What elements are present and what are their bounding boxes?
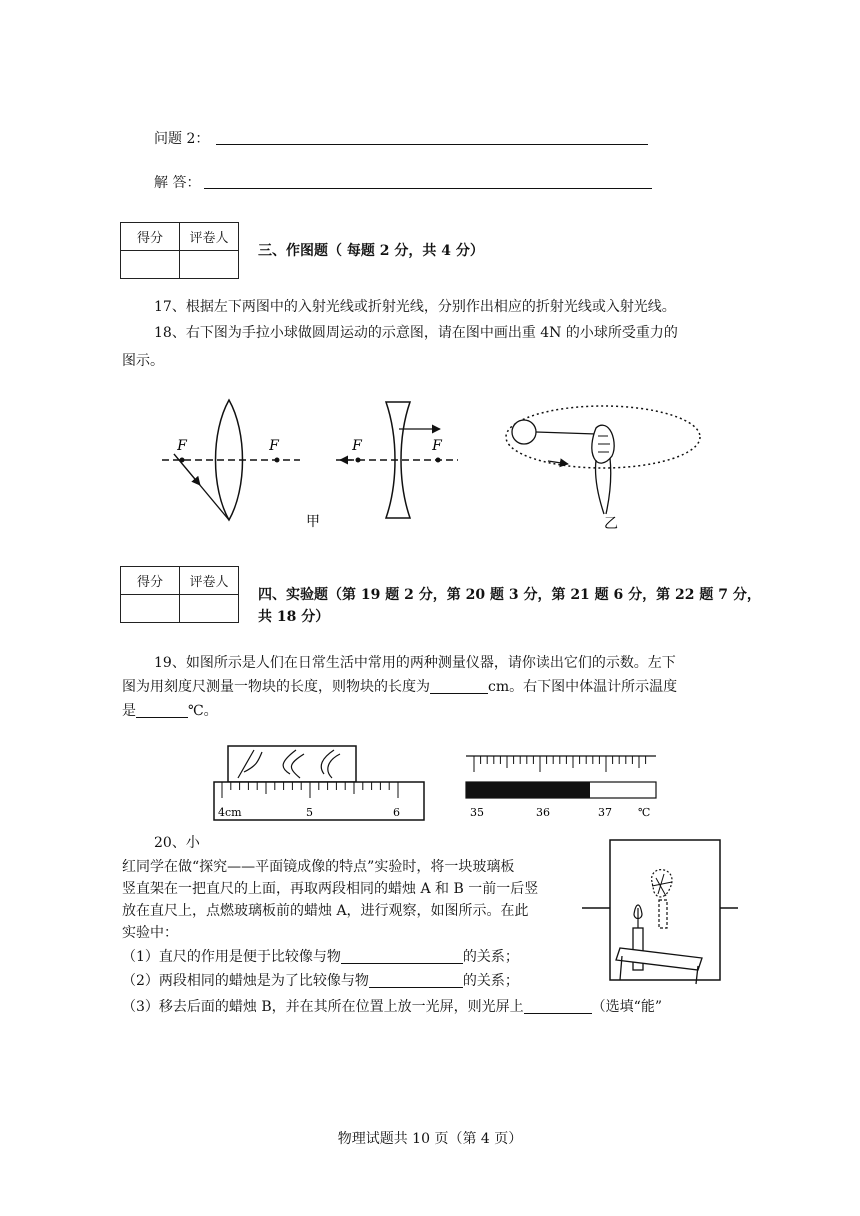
- q20-text-line4: 实验中：: [122, 925, 178, 941]
- q20-answer-blank-1[interactable]: [341, 949, 463, 964]
- focus-label-right: F: [269, 438, 279, 454]
- answer-label: 解 答：: [154, 175, 201, 191]
- ball-circular-motion-diagram: [506, 406, 700, 514]
- q20-item3: （3）移去后面的蜡烛 B，并在其所在位置上放一光屏，则光屏上 （选填“能”: [122, 999, 662, 1015]
- score-header: 得分: [121, 223, 180, 251]
- grader-header: 评卷人: [180, 567, 239, 595]
- thermometer-figure: [466, 756, 666, 826]
- q19-text-line3: 是 ℃。: [122, 703, 218, 719]
- q20-text-line0: 20、小: [154, 835, 200, 851]
- q20-answer-blank-2[interactable]: [369, 973, 463, 988]
- q17-text: 17、根据左下两图中的入射光线或折射光线，分别作出相应的折射光线或入射光线。: [154, 299, 676, 315]
- plane-mirror-figure: [580, 838, 740, 988]
- q20-text-line2: 竖直架在一把直尺的上面，再取两段相同的蜡烛 A 和 B 一前一后竖: [122, 881, 539, 897]
- q20-item2: （2）两段相同的蜡烛是为了比较像与物 的关系；: [122, 973, 519, 989]
- question2-label: 问题 2：: [154, 131, 210, 147]
- grader-header: 评卷人: [180, 223, 239, 251]
- figure-caption-yi: 乙: [604, 516, 618, 532]
- focus-label-left: F: [177, 438, 187, 454]
- focus-label-left: F: [352, 438, 362, 454]
- ruler-label-6: 6: [393, 806, 400, 819]
- grader-cell[interactable]: [180, 251, 239, 279]
- focus-label-right: F: [432, 438, 442, 454]
- q20-text-line3: 放在直尺上，点燃玻璃板前的蜡烛 A，进行观察，如图所示。在此: [122, 903, 529, 919]
- q20-item1: （1）直尺的作用是便于比较像与物 的关系；: [122, 949, 519, 965]
- temperature-answer-blank[interactable]: [136, 703, 188, 718]
- mercury-column: [466, 782, 590, 798]
- concave-lens-diagram: [336, 402, 458, 518]
- ball-shape: [512, 420, 536, 444]
- thermo-label-36: 36: [536, 806, 550, 819]
- q19-text-line2: 图为用刻度尺测量一物块的长度，则物块的长度为 cm。右下图中体温计所示温度: [122, 679, 678, 695]
- ruler-figure: [210, 742, 430, 822]
- grader-cell[interactable]: [180, 595, 239, 623]
- section4-title-line1: 四、实验题（第 19 题 2 分，第 20 题 3 分，第 21 题 6 分，第 22 题 7 分，: [258, 587, 761, 603]
- score-table-section4: [120, 566, 239, 623]
- thermo-label-35: 35: [470, 806, 484, 819]
- page-footer: 物理试题共 10 页（第 4 页）: [337, 1131, 523, 1147]
- thermo-label-37: 37: [598, 806, 612, 819]
- q18-text-line1: 18、右下图为手拉小球做圆周运动的示意图，请在图中画出重 4N 的小球所受重力的: [154, 325, 678, 341]
- section4-title-line2: 共 18 分）: [258, 609, 330, 625]
- answer-blank-solution[interactable]: [204, 188, 652, 189]
- q18-text-line2: 图示。: [122, 353, 164, 369]
- figure-caption-jia: 甲: [306, 514, 320, 530]
- ruler-label-5: 5: [306, 806, 313, 819]
- ruler-label-4cm: 4cm: [218, 806, 242, 819]
- score-cell[interactable]: [121, 595, 180, 623]
- length-answer-blank[interactable]: [430, 679, 488, 694]
- section3-title: 三、作图题（ 每题 2 分，共 4 分）: [258, 243, 484, 259]
- q19-text-line1: 19、如图所示是人们在日常生活中常用的两种测量仪器，请你读出它们的示数。左下: [154, 655, 676, 671]
- score-header: 得分: [121, 567, 180, 595]
- thermo-unit: ℃: [638, 806, 651, 819]
- answer-blank-question2[interactable]: [216, 144, 648, 145]
- score-table-section3: [120, 222, 239, 279]
- lens-figure: [0, 392, 860, 532]
- convex-lens-diagram: [162, 400, 300, 520]
- q20-answer-blank-3[interactable]: [524, 999, 592, 1014]
- q20-text-line1: 红同学在做“探究——平面镜成像的特点”实验时，将一块玻璃板: [122, 859, 515, 875]
- score-cell[interactable]: [121, 251, 180, 279]
